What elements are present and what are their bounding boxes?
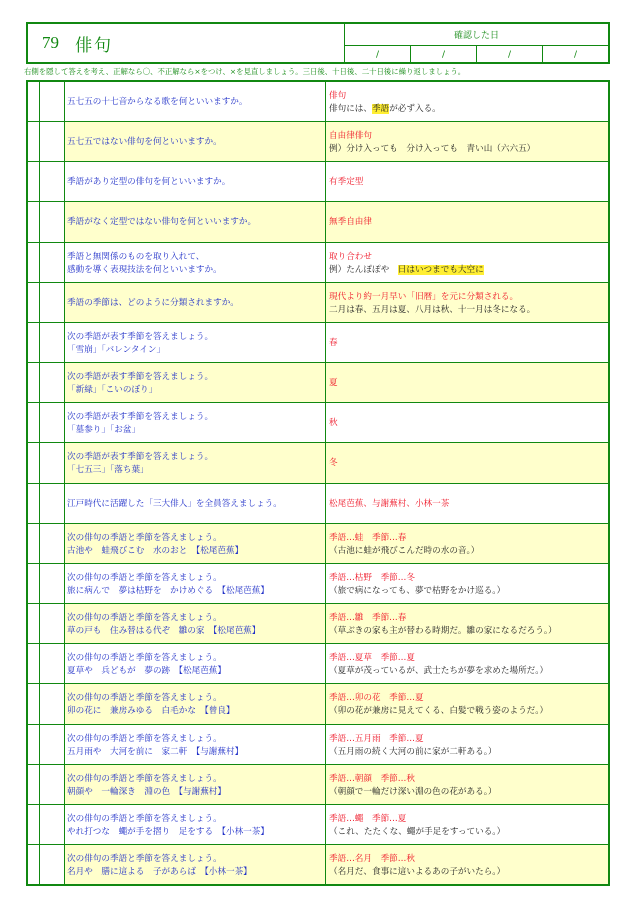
answer-line-1: 季語…蠅 季節…夏	[329, 813, 407, 824]
date-slots	[345, 46, 608, 62]
table-row	[28, 323, 608, 363]
table-row	[28, 243, 608, 283]
answer-line-1: 季語…枯野 季節…冬	[329, 572, 415, 583]
check-cell[interactable]	[28, 845, 40, 884]
check-cell[interactable]	[28, 363, 40, 402]
answer-line-2	[329, 665, 608, 678]
mark-cell[interactable]	[40, 805, 65, 844]
question-cell	[65, 82, 326, 121]
question-line-2: 五月雨や 大河を前に 家二軒 【与謝蕪村】	[67, 746, 244, 757]
answer-cell	[326, 484, 608, 523]
answer-cell	[326, 363, 608, 402]
mark-cell[interactable]	[40, 403, 65, 442]
question-line-1: 次の俳句の季語と季節を答えましょう。	[67, 693, 222, 704]
answer-note-text: （草ぶきの家も主が替わる時期だ。雛の家になるだろう。）	[329, 626, 557, 637]
answer-note-text: 俳句には、	[329, 104, 372, 114]
question-line-1: 次の俳句の季語と季節を答えましょう。	[67, 613, 222, 624]
answer-note-text: （名月だ、食事に這いよるあの子がいたら。）	[329, 866, 506, 877]
answer-cell	[326, 443, 608, 482]
answer-cell	[326, 765, 608, 804]
table-row	[28, 805, 608, 845]
answer-cell	[326, 644, 608, 683]
question-line-2: 感動を導く表現技法を何といいますか。	[67, 264, 222, 275]
answer-line-1: 季語…雛 季節…春	[329, 613, 407, 624]
answer-cell	[326, 805, 608, 844]
check-cell[interactable]	[28, 243, 40, 282]
check-cell[interactable]	[28, 484, 40, 523]
question-cell	[65, 443, 326, 482]
question-line-2: 古池や 蛙飛びこむ 水のおと 【松尾芭蕉】	[67, 545, 244, 556]
answer-line-1: 季語…朝顔 季節…秋	[329, 773, 415, 784]
answer-note-text: 二月は春、五月は夏、八月は秋、十一月は冬になる。	[329, 304, 536, 315]
question-line-2: 「七五三」「落ち葉」	[67, 465, 149, 476]
answer-line-1: 秋	[329, 418, 338, 429]
check-cell[interactable]	[28, 162, 40, 201]
question-line-1: 次の俳句の季語と季節を答えましょう。	[67, 733, 222, 744]
lesson-title: 俳句	[75, 35, 113, 56]
question-line-1: 季語と無関係のものを取り入れて、	[67, 251, 205, 262]
question-cell	[65, 805, 326, 844]
mark-cell[interactable]	[40, 122, 65, 161]
table-row	[28, 202, 608, 242]
answer-cell	[326, 524, 608, 563]
answer-cell	[326, 162, 608, 201]
answer-line-1: 有季定型	[329, 177, 364, 188]
table-row	[28, 484, 608, 524]
answer-line-1: 季語…卯の花 季節…夏	[329, 693, 424, 704]
question-line-1: 江戸時代に活躍した「三大俳人」を全員答えましょう。	[67, 498, 282, 509]
check-cell[interactable]	[28, 82, 40, 121]
question-line-2: 「雪崩」「バレンタイン」	[67, 344, 166, 355]
table-row	[28, 725, 608, 765]
date-slot-2[interactable]: /	[411, 46, 477, 62]
highlighted-text: 日はいつまでも大空に	[397, 264, 484, 275]
table-row	[28, 604, 608, 644]
check-cell[interactable]	[28, 403, 40, 442]
question-cell	[65, 323, 326, 362]
answer-cell	[326, 725, 608, 764]
check-cell[interactable]	[28, 684, 40, 723]
answer-note-text: が必ず入る。	[389, 104, 441, 114]
check-cell[interactable]	[28, 725, 40, 764]
answer-line-1: 松尾芭蕉、与謝蕪村、小林一茶	[329, 498, 450, 509]
question-line-2: 草の戸も 住み替はる代ぞ 雛の家 【松尾芭蕉】	[67, 626, 261, 637]
mark-cell[interactable]	[40, 484, 65, 523]
confirm-date-label: 確認した日	[345, 24, 608, 46]
mark-cell[interactable]	[40, 243, 65, 282]
answer-line-1: 春	[329, 337, 338, 348]
question-line-1: 次の俳句の季語と季節を答えましょう。	[67, 813, 222, 824]
answer-line-2	[329, 545, 608, 558]
answer-line-2	[329, 746, 608, 759]
answer-line-2	[329, 786, 608, 799]
check-cell[interactable]	[28, 443, 40, 482]
answer-cell	[326, 604, 608, 643]
mark-cell[interactable]	[40, 82, 65, 121]
date-slot-4[interactable]: /	[573, 50, 578, 60]
answer-note-text: 例）分け入っても 分け入っても 青い山（六六五）	[329, 144, 536, 155]
mark-cell[interactable]	[40, 443, 65, 482]
question-cell	[65, 604, 326, 643]
table-row	[28, 283, 608, 323]
question-cell	[65, 363, 326, 402]
confirm-date-box	[344, 24, 608, 62]
answer-line-1: 冬	[329, 458, 338, 469]
answer-line-2	[329, 625, 608, 638]
question-line-1: 次の季語が表す季節を答えましょう。	[67, 452, 214, 463]
table-row	[28, 644, 608, 684]
question-line-2: 名月や 膳に這よる 子があらば 【小林一茶】	[67, 866, 252, 877]
question-line-2: やれ打つな 蠅が手を摺り 足をする 【小林一茶】	[67, 826, 269, 837]
mark-cell[interactable]	[40, 765, 65, 804]
question-line-1: 季語がなく定型ではない俳句を何といいますか。	[67, 217, 257, 228]
answer-line-2	[329, 585, 608, 598]
answer-cell	[326, 283, 608, 322]
mark-cell[interactable]	[40, 564, 65, 603]
question-cell	[65, 243, 326, 282]
question-line-1: 五七五ではない俳句を何といいますか。	[67, 137, 222, 148]
check-cell[interactable]	[28, 122, 40, 161]
question-line-1: 次の季語が表す季節を答えましょう。	[67, 412, 214, 423]
answer-cell	[326, 845, 608, 884]
question-line-1: 次の俳句の季語と季節を答えましょう。	[67, 853, 222, 864]
answer-line-1: 無季自由律	[329, 217, 372, 228]
lesson-number: 79	[42, 33, 59, 52]
question-table	[26, 80, 610, 886]
answer-line-2	[329, 705, 608, 718]
mark-cell[interactable]	[40, 524, 65, 563]
answer-cell	[326, 403, 608, 442]
check-cell[interactable]	[28, 644, 40, 683]
answer-cell	[326, 684, 608, 723]
table-row	[28, 122, 608, 162]
table-row	[28, 443, 608, 483]
answer-line-1: 俳句	[329, 91, 347, 101]
check-cell[interactable]	[28, 323, 40, 362]
mark-cell[interactable]	[40, 202, 65, 241]
mark-cell[interactable]	[40, 725, 65, 764]
answer-note-text: （五月雨の続く大河の前に家が二軒ある。）	[329, 746, 497, 757]
highlighted-text: 季語	[371, 104, 390, 114]
question-line-1: 次の俳句の季語と季節を答えましょう。	[67, 532, 222, 543]
answer-cell	[326, 122, 608, 161]
answer-cell	[326, 564, 608, 603]
table-row	[28, 845, 608, 884]
question-line-1: 次の俳句の季語と季節を答えましょう。	[67, 773, 222, 784]
answer-line-1: 季語…夏草 季節…夏	[329, 653, 415, 664]
question-line-1: 次の季語が表す季節を答えましょう。	[67, 331, 214, 342]
answer-note-text: （旅で病になっても、夢で枯野をかけ巡る。）	[329, 585, 506, 596]
table-row	[28, 564, 608, 604]
mark-cell[interactable]	[40, 684, 65, 723]
answer-cell	[326, 323, 608, 362]
answer-line-2	[329, 866, 608, 879]
answer-cell	[326, 243, 608, 282]
worksheet-title	[28, 24, 344, 62]
answer-line-2	[329, 304, 608, 317]
check-cell[interactable]	[28, 524, 40, 563]
question-cell	[65, 283, 326, 322]
date-slot-3[interactable]: /	[477, 46, 543, 62]
answer-note-text: 例）たんぽぽや	[329, 264, 398, 275]
answer-line-1: 夏	[329, 378, 338, 389]
question-line-1: 次の俳句の季語と季節を答えましょう。	[67, 572, 222, 583]
answer-line-1: 自由律俳句	[329, 131, 372, 142]
question-line-1: 次の季語が表す季節を答えましょう。	[67, 372, 214, 383]
question-line-2: 旅に病んで 夢は枯野を かけめぐる 【松尾芭蕉】	[67, 585, 269, 596]
question-cell	[65, 644, 326, 683]
question-cell	[65, 845, 326, 884]
question-line-2: 「新緑」「こいのぼり」	[67, 385, 158, 396]
table-row	[28, 162, 608, 202]
check-cell[interactable]	[28, 604, 40, 643]
mark-cell[interactable]	[40, 363, 65, 402]
worksheet-header	[26, 22, 610, 64]
check-cell[interactable]	[28, 283, 40, 322]
answer-line-2	[329, 103, 608, 116]
question-line-1: 季語の季節は、どのように分類されますか。	[67, 297, 239, 308]
instruction-text: 右側を隠して答えを考え、正解なら〇、不正解なら×をつけ、×を見直しましょう。三日後、十日後、二十日後に繰り返しましょう。	[24, 67, 466, 76]
table-row	[28, 363, 608, 403]
check-cell[interactable]	[28, 765, 40, 804]
question-line-1: 季語があり定型の俳句を何といいますか。	[67, 177, 231, 188]
check-cell[interactable]	[28, 564, 40, 603]
question-cell	[65, 202, 326, 241]
answer-note-text: （これ、たたくな、蠅が手足をすっている。）	[329, 826, 506, 837]
question-cell	[65, 684, 326, 723]
question-cell	[65, 162, 326, 201]
question-cell	[65, 122, 326, 161]
table-row	[28, 524, 608, 564]
question-line-2: 卯の花に 兼房みゆる 白毛かな 【曾良】	[67, 706, 235, 717]
table-row	[28, 765, 608, 805]
check-cell[interactable]	[28, 805, 40, 844]
question-cell	[65, 564, 326, 603]
question-cell	[65, 725, 326, 764]
table-row	[28, 684, 608, 724]
mark-cell[interactable]	[40, 283, 65, 322]
answer-note-text: （朝顔で一輪だけ深い淵の色の花がある。）	[329, 786, 497, 797]
mark-cell[interactable]	[40, 162, 65, 201]
mark-cell[interactable]	[40, 604, 65, 643]
question-line-1: 五七五の十七音からなる歌を何といいますか。	[67, 97, 248, 107]
question-line-2: 「墓参り」「お盆」	[67, 425, 141, 436]
check-cell[interactable]	[28, 202, 40, 241]
question-cell	[65, 403, 326, 442]
date-slot-1[interactable]: /	[345, 46, 411, 62]
answer-line-1: 季語…蛙 季節…春	[329, 532, 407, 543]
table-row	[28, 82, 608, 122]
question-cell	[65, 765, 326, 804]
mark-cell[interactable]	[40, 845, 65, 884]
answer-line-1: 現代より約一月早い「旧暦」を元に分類される。	[329, 291, 519, 302]
answer-note-text: （夏草が茂っているが、武士たちが夢を求めた場所だ。）	[329, 666, 549, 677]
question-line-2: 朝顔や 一輪深き 淵の色 【与謝蕪村】	[67, 786, 226, 797]
answer-cell	[326, 202, 608, 241]
answer-note-text: （卯の花が兼房に見えてくる、白髪で戦う姿のようだ。）	[329, 706, 549, 717]
question-line-1: 次の俳句の季語と季節を答えましょう。	[67, 653, 222, 664]
answer-line-1: 季語…五月雨 季節…夏	[329, 733, 424, 744]
question-cell	[65, 484, 326, 523]
answer-line-2	[329, 264, 608, 277]
answer-cell	[326, 82, 608, 121]
answer-line-2	[329, 826, 608, 839]
mark-cell[interactable]	[40, 323, 65, 362]
question-line-2: 夏草や 兵どもが 夢の跡 【松尾芭蕉】	[67, 666, 226, 677]
answer-line-1: 季語…名月 季節…秋	[329, 853, 415, 864]
table-row	[28, 403, 608, 443]
question-cell	[65, 524, 326, 563]
mark-cell[interactable]	[40, 644, 65, 683]
answer-line-1: 取り合わせ	[329, 251, 372, 262]
answer-note-text: （古池に蛙が飛びこんだ時の水の音。）	[329, 545, 480, 556]
answer-line-2	[329, 143, 608, 156]
